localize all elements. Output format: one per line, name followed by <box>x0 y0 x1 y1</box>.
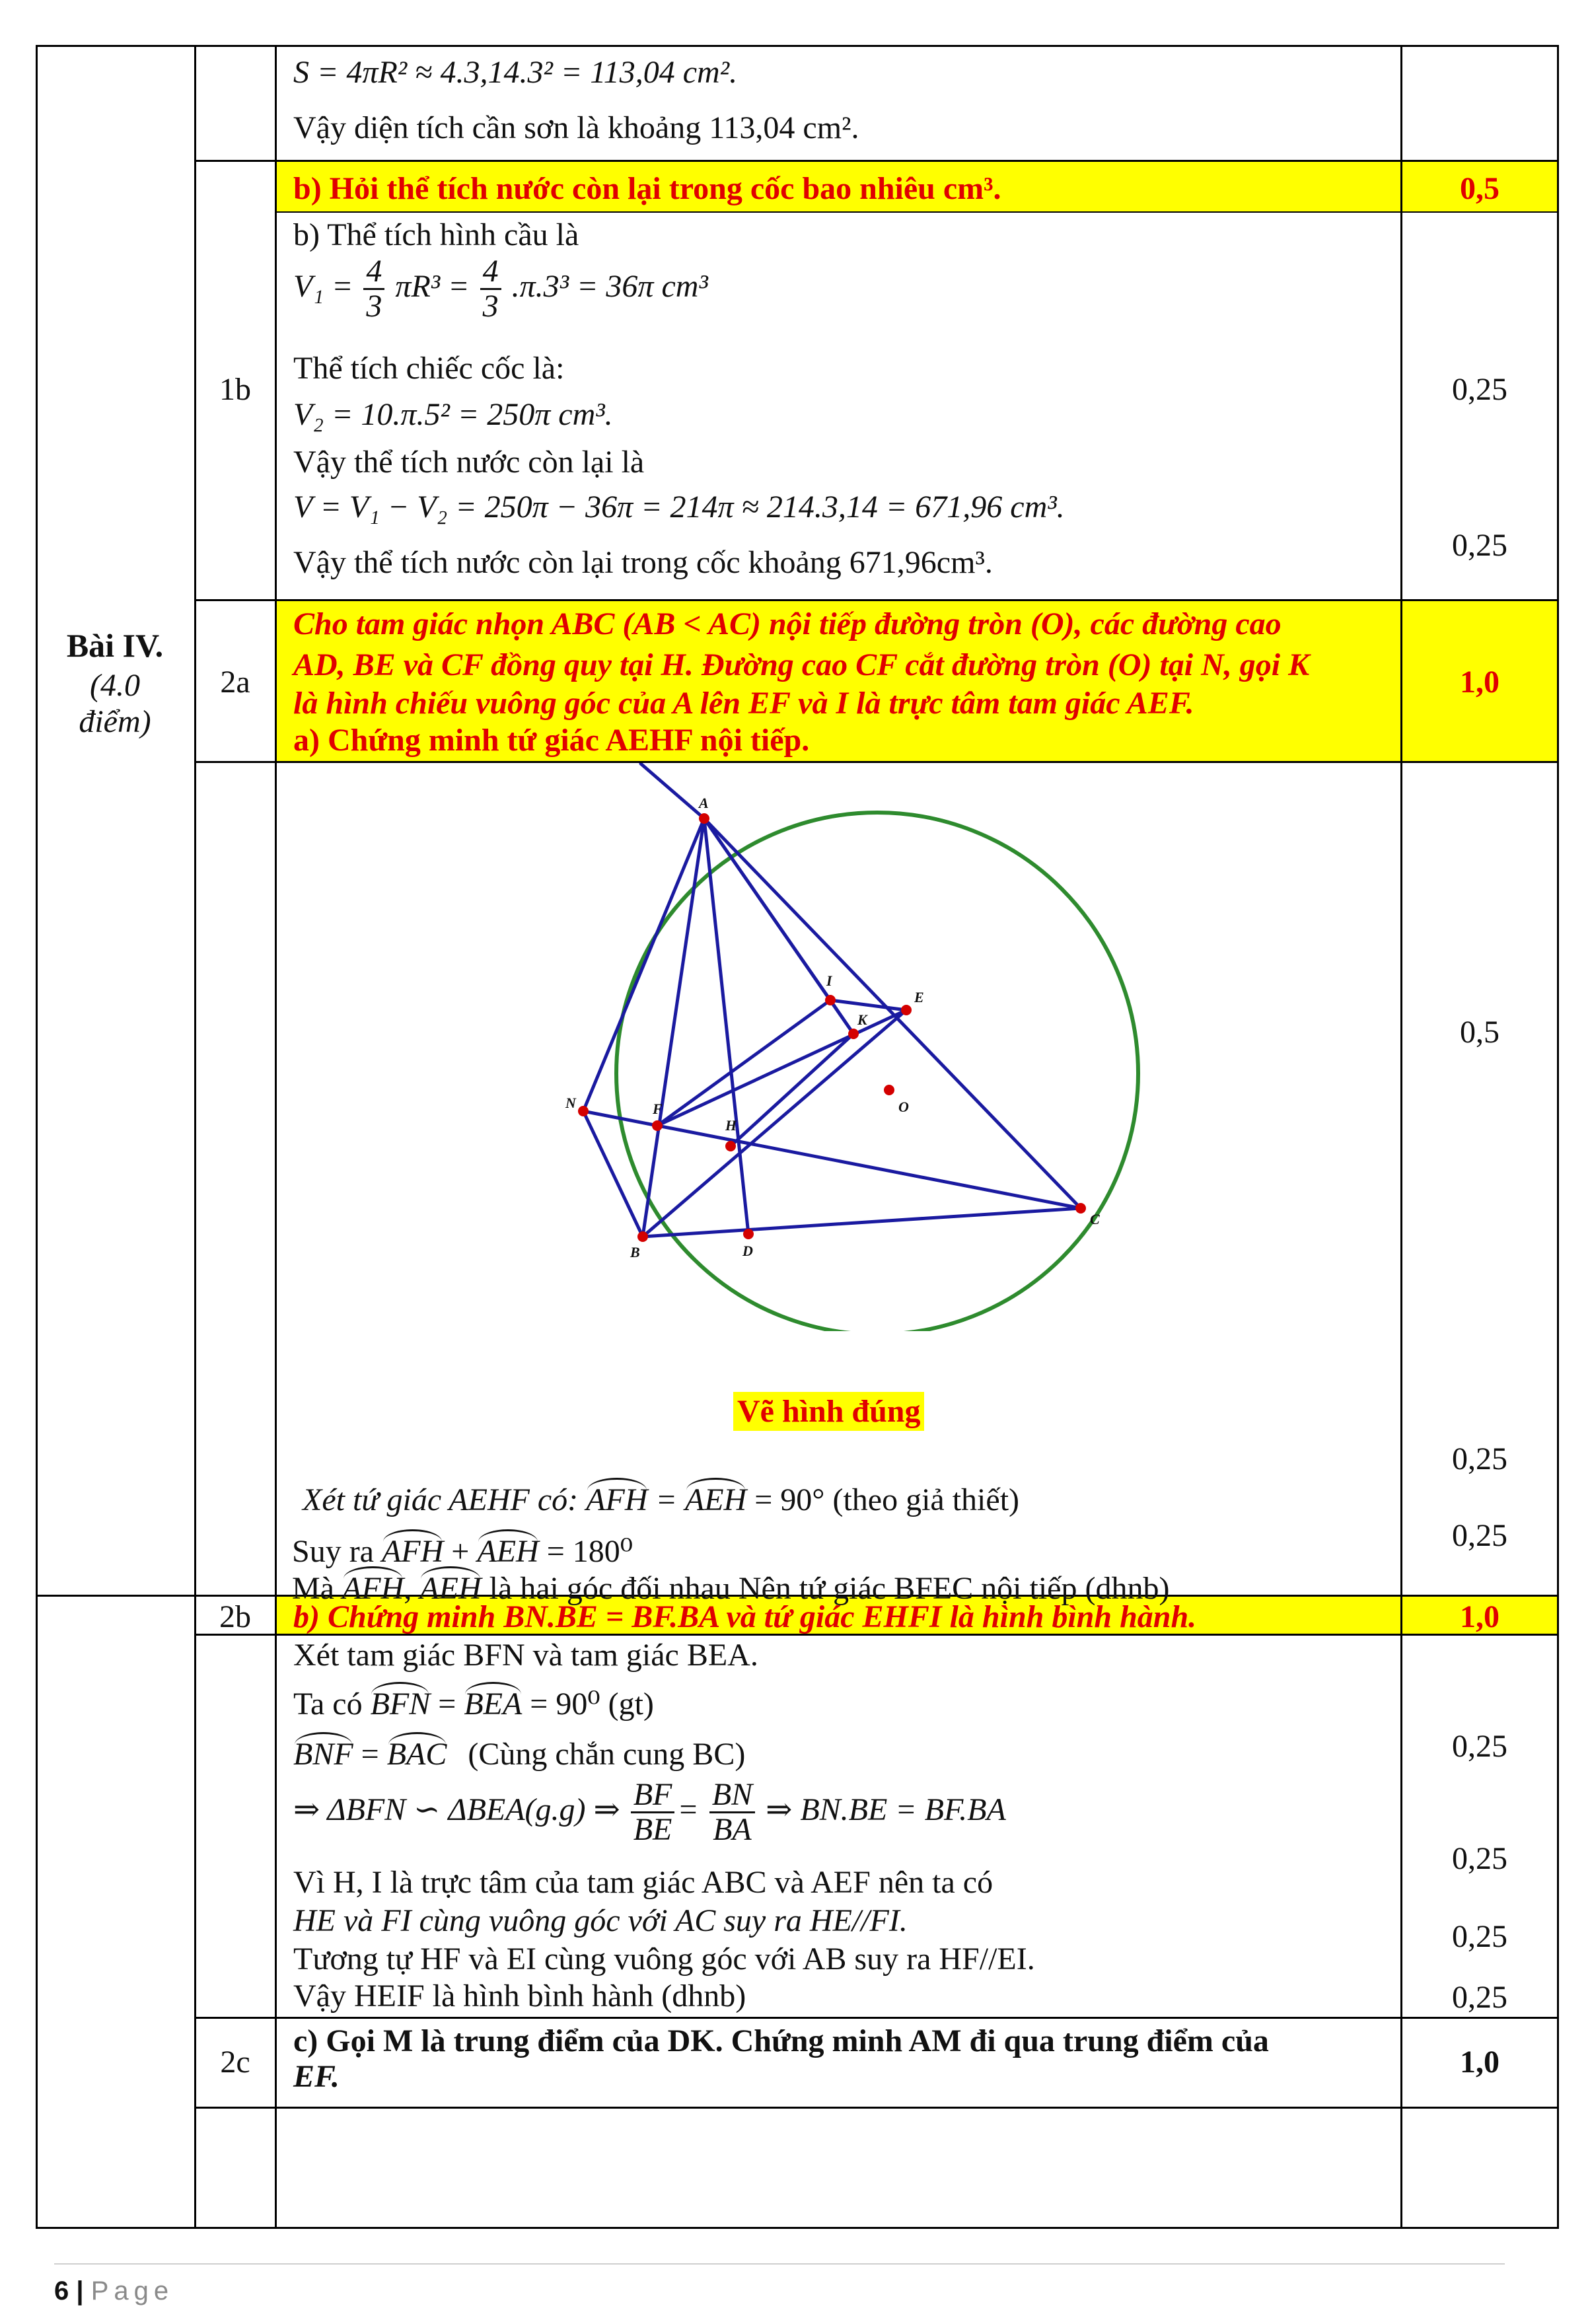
label-n: N <box>565 1095 576 1111</box>
proof-2b-line-5: Vì H, I là trực tâm của tam giác ABC và AEF nên ta có <box>293 1865 994 1900</box>
label-f: F <box>653 1101 663 1117</box>
point-k <box>848 1029 859 1039</box>
score-1b-1: 0,25 <box>1452 372 1507 407</box>
fraction-bn-ba <box>709 1778 755 1847</box>
label-1b: 1b <box>219 372 251 407</box>
fraction-denominator: 3 <box>482 289 499 324</box>
sphere-area-conclusion: Vậy diện tích cần sơn là khoảng 113,04 cm². <box>293 110 859 145</box>
table-border-bottom <box>36 2227 1559 2229</box>
point-a <box>699 813 709 824</box>
point-d <box>743 1229 754 1239</box>
proof-2a-line-1: Xét tứ giác AEHF có: AFH = AEH = 90° (theo giả thiết) <box>303 1482 1020 1517</box>
score-1b-total: 0,5 <box>1460 171 1500 206</box>
fraction-denominator: 3 <box>366 289 382 324</box>
row-2a-label <box>196 600 275 761</box>
segment-b-n <box>583 1111 643 1237</box>
row-2b-content <box>293 1636 1390 2017</box>
segment-b-c <box>643 1208 1081 1237</box>
label-k: K <box>857 1011 867 1028</box>
row-2c-label <box>196 2019 275 2107</box>
row-2c-header <box>293 2019 1390 2107</box>
proof-2b-line-8: Vậy HEIF là hình bình hành (dhnb) <box>293 1979 746 2014</box>
label-o: O <box>898 1099 909 1115</box>
proof-2b-line-7: Tương tự HF và EI cùng vuông góc với AB suy ra HF//EI. <box>293 1942 1035 1977</box>
score-2a-2: 0,25 <box>1452 1518 1507 1553</box>
score-2b-2: 0,25 <box>1452 1841 1507 1876</box>
angle-afh: AFH <box>381 1534 444 1569</box>
geometry-figure <box>276 763 1400 1331</box>
segment-f-i <box>657 1000 830 1126</box>
score-2b-total: 1,0 <box>1460 1599 1500 1634</box>
table-border-left <box>36 45 38 2229</box>
fraction-numerator: 4 <box>363 255 384 290</box>
proof-2b-text: = 90⁰ (gt) <box>530 1687 654 1722</box>
point-n <box>578 1106 589 1116</box>
angle-bac: BAC <box>386 1737 447 1772</box>
fraction-numerator: BF <box>631 1778 675 1813</box>
label-b: B <box>630 1244 640 1260</box>
sphere-area-formula: S = 4πR² ≈ 4.3,14.3² = 113,04 cm². <box>293 55 738 90</box>
section-label <box>36 626 194 740</box>
row-1b-scores <box>1402 213 1558 599</box>
segment-i-k <box>830 1000 853 1034</box>
fraction-numerator: BN <box>709 1778 755 1813</box>
angle-afh: AFH <box>586 1482 648 1517</box>
section-points-unit: điểm) <box>79 704 151 739</box>
row-1b-content <box>293 213 1390 599</box>
row-1b-header-score <box>1402 161 1558 211</box>
row-2a-header <box>293 600 1390 761</box>
point-o <box>884 1085 894 1095</box>
sphere-volume-mid: πR³ = <box>395 268 470 304</box>
sphere-volume-rhs: .π.3³ = 36π cm³ <box>511 268 708 304</box>
problem-statement-line-3: là hình chiếu vuông góc của A lên EF và I là trực tâm tam giác AEF. <box>293 686 1194 721</box>
angle-aeh: AEH <box>684 1482 747 1517</box>
question-2a: a) Chứng minh tứ giác AEHF nội tiếp. <box>293 723 810 758</box>
proof-2b-line-3: BNF = BAC (Cùng chắn cung BC) <box>293 1737 746 1772</box>
proof-2b-text: ⇒ ΔBFN ∽ ΔBEA(g.g) ⇒ <box>293 1792 620 1827</box>
point-h <box>725 1141 736 1151</box>
label-i: I <box>826 972 832 989</box>
remaining-volume-conclusion: Vậy thể tích nước còn lại trong cốc khoảng 671,96cm³. <box>293 545 993 580</box>
angle-bnf: BNF <box>293 1737 353 1772</box>
row-1b-label <box>196 213 275 599</box>
row-1b-header <box>293 161 1390 211</box>
angle-aeh: AEH <box>477 1534 539 1569</box>
problem-statement-line-1: Cho tam giác nhọn ABC (AB < AC) nội tiếp đường tròn (O), các đường cao <box>293 606 1282 641</box>
angle-afh: AFH <box>342 1571 404 1606</box>
segment-f-e <box>657 1010 906 1126</box>
segment-a-n <box>583 818 704 1111</box>
row-1a-content <box>293 45 1390 160</box>
problem-statement-line-2: AD, BE và CF đồng quy tại H. Đường cao CF cắt đường tròn (O) tại N, gọi K <box>293 647 1310 682</box>
row-2c-score <box>1402 2019 1558 2107</box>
row-2b-header <box>293 1596 1390 1634</box>
label-c: C <box>1090 1211 1100 1227</box>
cup-volume-formula: V₂ = 10.π.5² = 250π cm³. <box>293 397 613 432</box>
proof-2b-line-4: ⇒ ΔBFN ∽ ΔBEA(g.g) ⇒ $\frac{BF}{BE}$ = $\frac{BN}{BA}$ ⇒ BN.BE = BF.BA <box>293 1777 1006 1848</box>
cup-volume-intro: Thể tích chiếc cốc là: <box>293 351 565 386</box>
figure-caption: Vẽ hình đúng <box>737 1394 921 1429</box>
score-2c-total: 1,0 <box>1460 2045 1500 2080</box>
proof-2b-text: Ta có <box>293 1687 363 1722</box>
proof-2b-text: ⇒ BN.BE = BF.BA <box>766 1792 1006 1827</box>
remaining-volume-intro: Vậy thể tích nước còn lại là <box>293 445 645 480</box>
angle-aeh: AEH <box>419 1571 482 1606</box>
fraction-denominator: BA <box>713 1812 752 1848</box>
sphere-volume-intro: b) Thể tích hình cầu là <box>293 217 579 252</box>
proof-2a-text: là hai góc đối nhau Nên tứ giác BFEC nội tiếp (dhnb) <box>489 1571 1170 1606</box>
score-2b-3: 0,25 <box>1452 1919 1507 1954</box>
row-2b-scores <box>1402 1636 1558 2017</box>
label-2a: 2a <box>220 665 250 700</box>
segment-b-e <box>643 1010 906 1237</box>
sphere-volume-lhs: V₁ = <box>293 268 353 304</box>
question-2c-line-2: EF. <box>293 2059 340 2094</box>
fraction-denominator: BE <box>633 1812 672 1848</box>
proof-2a-line-3: Mà AFH, AEH là hai góc đối nhau Nên tứ giác BFEC nội tiếp (dhnb) <box>292 1571 1170 1606</box>
fraction-four-thirds <box>363 255 384 324</box>
proof-2b-line-6: HE và FI cùng vuông góc với AC suy ra HE//FI. <box>293 1903 908 1938</box>
fraction-four-thirds-2 <box>480 255 501 324</box>
footer-separator: | <box>76 2276 84 2306</box>
section-points: (4.0 <box>90 668 140 703</box>
segment-a-i <box>704 818 830 1000</box>
point-e <box>901 1005 912 1015</box>
point-c <box>1075 1203 1086 1214</box>
point-i <box>825 995 836 1005</box>
segment-i-e <box>830 1000 906 1010</box>
section-title: Bài IV. <box>66 627 164 664</box>
segment-a-c <box>704 818 1081 1208</box>
label-d: D <box>742 1243 753 1259</box>
score-2a-1: 0,25 <box>1452 1441 1507 1476</box>
answer-table <box>36 45 1559 2229</box>
label-2b: 2b <box>219 1599 251 1634</box>
proof-2a-text: Xét tứ giác AEHF có: <box>303 1482 579 1517</box>
question-2c-line-1: c) Gọi M là trung điểm của DK. Chứng minh AM đi qua trung điểm của <box>293 2023 1269 2058</box>
row-2b-header-score <box>1402 1596 1558 1634</box>
row-2a-header-score <box>1402 600 1558 761</box>
proof-2a-line-2: Suy ra AFH + AEH = 180⁰ <box>292 1534 633 1569</box>
remaining-volume-formula: V = V₁ − V₂ = 250π − 36π = 214π ≈ 214.3,14 = 671,96 cm³. <box>293 490 1065 525</box>
proof-2a-text: = 90° (theo giả thiết) <box>754 1482 1020 1517</box>
row-2a-content <box>276 763 1400 1606</box>
score-1b-2: 0,25 <box>1452 528 1507 563</box>
fraction-bf-be <box>631 1778 675 1847</box>
point-f <box>652 1120 663 1131</box>
sphere-volume-formula <box>293 255 708 324</box>
score-2b-4: 0,25 <box>1452 1980 1507 2015</box>
proof-2b-text: (Cùng chắn cung BC) <box>468 1737 746 1772</box>
proof-2b-line-1: Xét tam giác BFN và tam giác BEA. <box>293 1638 758 1673</box>
row-rule-8 <box>194 2107 1559 2109</box>
question-2b: b) Chứng minh BN.BE = BF.BA và tứ giác EHFI là hình bình hành. <box>293 1599 1197 1634</box>
score-2a-total: 1,0 <box>1460 665 1500 700</box>
angle-bea: BEA <box>464 1687 523 1722</box>
row-2a-scores <box>1402 763 1558 1595</box>
figure-caption-box <box>733 1392 924 1431</box>
fraction-numerator: 4 <box>480 255 501 290</box>
proof-2a-text: Mà <box>292 1571 334 1606</box>
label-a: A <box>699 795 709 811</box>
segment-a-d <box>704 818 748 1234</box>
proof-2a-text: = 180⁰ <box>546 1534 633 1569</box>
page-footer <box>54 2263 1505 2306</box>
page-word: Page <box>90 2276 174 2306</box>
row-2b-label <box>196 1596 275 1634</box>
angle-bfn: BFN <box>370 1687 431 1722</box>
proof-2a-text: Suy ra <box>292 1534 374 1569</box>
segment-a-b <box>643 818 704 1237</box>
point-b <box>637 1231 648 1242</box>
proof-2b-line-2: Ta có BFN = BEA = 90⁰ (gt) <box>293 1687 654 1722</box>
score-2b-1: 0,25 <box>1452 1729 1507 1764</box>
segment-ab <box>641 764 704 818</box>
label-h: H <box>725 1117 737 1134</box>
question-1b: b) Hỏi thể tích nước còn lại trong cốc bao nhiêu cm³. <box>293 171 1001 206</box>
score-2a-figure: 0,5 <box>1460 1015 1500 1050</box>
label-e: E <box>914 989 924 1005</box>
label-2c: 2c <box>220 2045 250 2080</box>
segment-h-k <box>731 1034 853 1146</box>
page-number: 6 <box>54 2276 69 2306</box>
